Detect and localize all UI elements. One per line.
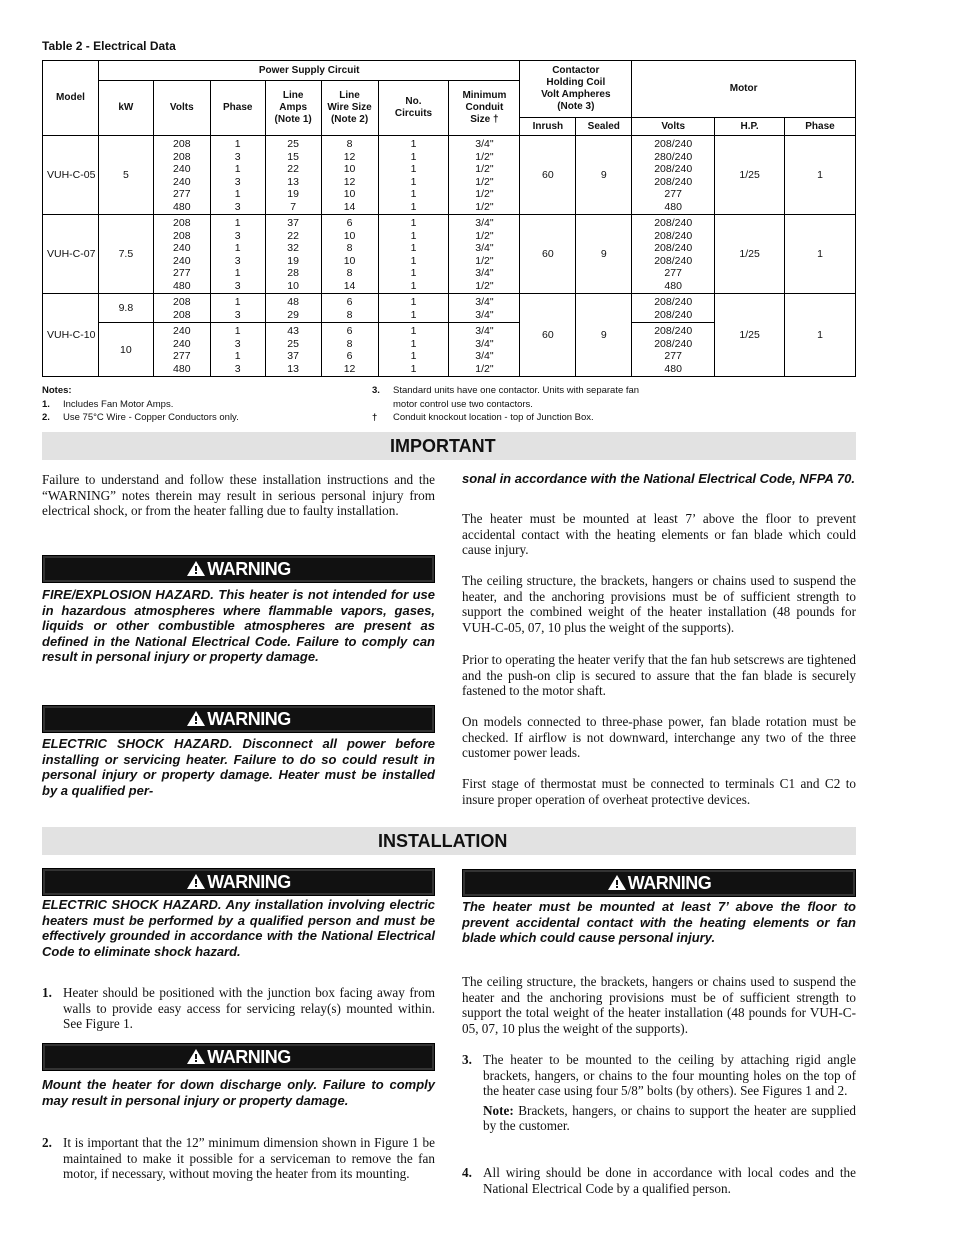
header-wire-size: Line Wire Size (Note 2) <box>321 81 378 136</box>
cell-phase: 1 3 1 3 1 3 <box>210 215 265 294</box>
warning-mounting-height-text: The heater must be mounted at least 7’ above the floor to prevent accidental contact with the heating elements or fan blade which could cause personal injury. <box>462 899 856 946</box>
header-sealed: Sealed <box>576 118 632 136</box>
important-para-mounting: The heater must be mounted at least 7’ above the floor to prevent accidental contact with the heating elements or fan blade which could cause injury. <box>462 511 856 558</box>
header-circuits: No. Circuits <box>378 81 449 136</box>
notes-left <box>42 384 239 425</box>
warning-label: WARNING <box>207 1047 291 1067</box>
cell-phase: 1 3 <box>210 294 265 323</box>
install-step-2 <box>42 1135 435 1182</box>
cell-amps: 43 25 37 13 <box>265 323 321 377</box>
note-text: Brackets, hangers, or chains to support the heater are supplied by the customer. <box>483 1102 857 1134</box>
cell-volts: 240 240 277 480 <box>153 323 210 377</box>
note-3a: Standard units have one contactor. Units with separate fan <box>393 385 640 396</box>
table-row <box>43 294 856 323</box>
cell-inrush: 60 <box>520 294 576 377</box>
table-row <box>43 136 856 215</box>
cell-wire: 6 8 <box>321 294 378 323</box>
cell-volts: 208 208 240 240 277 480 <box>153 136 210 215</box>
cell-motor-phase: 1 <box>785 294 856 377</box>
important-para-fan-hub: Prior to operating the heater verify that the fan hub setscrews are tightened and the push-on clip is secured to assure that the fan blade is securely fastened to the motor shaft. <box>462 652 857 699</box>
cell-conduit: 3/4" 3/4" 3/4" 1/2" <box>449 323 520 377</box>
cell-wire: 6 8 6 12 <box>321 323 378 377</box>
note-number: 2. <box>42 412 50 423</box>
note-dagger: Conduit knockout location - top of Junction Box. <box>393 412 594 423</box>
step-text: The heater to be mounted to the ceiling by attaching rigid angle brackets, hangers, or chains to the four mounting holes on the top of the heater case using four 5/8” bolts (by others). See Figures 1 and 2. <box>483 1052 856 1099</box>
cell-inrush: 60 <box>520 136 576 215</box>
warning-triangle-icon <box>607 874 627 891</box>
step-number: 1. <box>42 985 52 1000</box>
header-inrush: Inrush <box>520 118 576 136</box>
cell-sealed: 9 <box>576 294 632 377</box>
warning-grounding-text: ELECTRIC SHOCK HAZARD. Any installation involving electric heaters must be performed by a qualified person and must be effectively grounded in accordance with the National Electrical Code to eliminate shock hazard. <box>42 897 435 959</box>
header-motor: Motor <box>632 61 856 118</box>
warning-fire-explosion-text: FIRE/EXPLOSION HAZARD. This heater is not intended for use in hazardous atmospheres where flammable vapors, gases, liquids or other combustible atmospheres are present as defined in the National Electrical Code. Failure to comply can result in personal injury or property damage. <box>42 587 435 665</box>
step-note <box>483 1103 856 1134</box>
cell-hp: 1/25 <box>715 294 785 377</box>
warning-down-discharge-text: Mount the heater for down discharge only. Failure to comply may result in personal injury or property damage. <box>42 1077 435 1108</box>
warning-banner <box>42 705 435 733</box>
cell-amps: 48 29 <box>265 294 321 323</box>
cell-model: VUH-C-05 <box>43 136 99 215</box>
header-volts: Volts <box>153 81 210 136</box>
step-text: Heater should be positioned with the junction box facing away from walls to provide easy access for servicing relay(s) mounted within. See Figure 1. <box>63 985 435 1032</box>
warning-triangle-icon <box>186 560 206 577</box>
cell-inrush: 60 <box>520 215 576 294</box>
header-power-supply: Power Supply Circuit <box>98 61 519 81</box>
cell-volts: 208 208 <box>153 294 210 323</box>
cell-hp: 1/25 <box>715 136 785 215</box>
install-step-1 <box>42 985 435 1032</box>
cell-motor-volts: 208/240 208/240 <box>632 294 715 323</box>
warning-triangle-icon <box>186 1048 206 1065</box>
step-number: 3. <box>462 1052 472 1067</box>
install-step-3 <box>462 1052 856 1134</box>
note-number: † <box>372 412 378 423</box>
cell-hp: 1/25 <box>715 215 785 294</box>
important-para-thermostat: First stage of thermostat must be connected to terminals C1 and C2 to insure proper operation of overheat protective devices. <box>462 776 856 807</box>
cell-conduit: 3/4" 1/2" 1/2" 1/2" 1/2" 1/2" <box>449 136 520 215</box>
cell-amps: 25 15 22 13 19 7 <box>265 136 321 215</box>
warning-label: WARNING <box>627 873 712 893</box>
header-hp: H.P. <box>715 118 785 136</box>
warning-banner <box>42 1043 435 1071</box>
important-para-ceiling: The ceiling structure, the brackets, hangers or chains used to suspend the heater, and the anchoring provisions must be of sufficient strength to support the combined weight of the heater installation (48 pounds for VUH-C-05, 07, 10 plus the weight of the supports). <box>462 573 856 635</box>
note-number: 3. <box>372 385 380 396</box>
step-text: All wiring should be done in accordance with local codes and the National Electrical Code by a qualified person. <box>483 1165 856 1196</box>
cell-motor-phase: 1 <box>785 215 856 294</box>
note-3b: motor control use two contactors. <box>393 398 533 410</box>
cell-wire: 8 12 10 12 10 14 <box>321 136 378 215</box>
cell-wire: 6 10 8 10 8 14 <box>321 215 378 294</box>
cell-phase: 1 3 1 3 1 3 <box>210 136 265 215</box>
cell-circuits: 1 1 1 1 1 1 <box>378 215 449 294</box>
cell-conduit: 3/4" 1/2" 3/4" 1/2" 3/4" 1/2" <box>449 215 520 294</box>
step-number: 4. <box>462 1165 472 1180</box>
cell-sealed: 9 <box>576 136 632 215</box>
notes-title: Notes: <box>42 385 72 396</box>
step-number: 2. <box>42 1135 52 1150</box>
important-heading-bar <box>42 432 856 460</box>
installation-heading-bar <box>42 827 856 855</box>
note-label: Note: <box>483 1102 514 1118</box>
cell-conduit: 3/4" 3/4" <box>449 294 520 323</box>
header-phase: Phase <box>210 81 265 136</box>
cell-model: VUH-C-07 <box>43 215 99 294</box>
table-caption: Table 2 - Electrical Data <box>42 39 176 53</box>
installation-title: INSTALLATION <box>378 831 508 851</box>
warning-electric-shock-text: ELECTRIC SHOCK HAZARD. Disconnect all power before installing or servicing heater. Failure to do so could result in personal injury or property damage. Heater must be installed by a qualified per- <box>42 736 435 798</box>
note-1: Includes Fan Motor Amps. <box>63 398 174 410</box>
header-line-amps: Line Amps (Note 1) <box>265 81 321 136</box>
header-contactor: Contactor Holding Coil Volt Ampheres (Note 3) <box>520 61 632 118</box>
warning-label: WARNING <box>207 709 291 729</box>
table-row <box>43 215 856 294</box>
warning-electric-shock-continued: sonal in accordance with the National Electrical Code, NFPA 70. <box>462 471 855 486</box>
notes-right <box>372 384 639 425</box>
cell-motor-volts: 208/240 208/240 277 480 <box>632 323 715 377</box>
cell-model: VUH-C-10 <box>43 294 99 377</box>
cell-sealed: 9 <box>576 215 632 294</box>
cell-circuits: 1 1 1 1 1 1 <box>378 136 449 215</box>
install-step-4 <box>462 1165 856 1196</box>
warning-banner <box>462 869 856 897</box>
warning-triangle-icon <box>186 710 206 727</box>
electrical-data-table <box>42 60 856 377</box>
cell-phase: 1 3 1 3 <box>210 323 265 377</box>
cell-kw: 5 <box>98 136 153 215</box>
important-title: IMPORTANT <box>390 436 496 456</box>
cell-motor-volts: 208/240 280/240 208/240 208/240 277 480 <box>632 136 715 215</box>
warning-triangle-icon <box>186 873 206 890</box>
cell-volts: 208 208 240 240 277 480 <box>153 215 210 294</box>
step-text: It is important that the 12” minimum dimension shown in Figure 1 be maintained to make it possible for a serviceman to remove the fan motor, if necessary, without moving the heater from its mounting. <box>63 1135 435 1182</box>
cell-motor-volts: 208/240 208/240 208/240 208/240 277 480 <box>632 215 715 294</box>
cell-kw: 7.5 <box>98 215 153 294</box>
header-kw: kW <box>98 81 153 136</box>
warning-banner <box>42 555 435 583</box>
note-2: Use 75°C Wire - Copper Conductors only. <box>63 412 239 423</box>
important-para-rotation: On models connected to three-phase power, fan blade rotation must be checked. If airflow is not downward, interchange any two of the three customer power leads. <box>462 714 856 761</box>
cell-motor-phase: 1 <box>785 136 856 215</box>
header-model: Model <box>43 61 99 136</box>
cell-kw: 9.8 <box>98 294 153 323</box>
installation-para-ceiling: The ceiling structure, the brackets, hangers or chains used to suspend the heater and the anchoring provisions must be of sufficient strength to support the total weight of the heater installation (48 pounds for VUH-C-05, 07, 10 plus the weight of the supports). <box>462 974 856 1036</box>
note-number: 1. <box>42 398 50 410</box>
header-motor-volts: Volts <box>632 118 715 136</box>
cell-circuits: 1 1 <box>378 294 449 323</box>
header-conduit: Minimum Conduit Size † <box>449 81 520 136</box>
warning-label: WARNING <box>207 872 291 892</box>
cell-circuits: 1 1 1 1 <box>378 323 449 377</box>
important-intro: Failure to understand and follow these installation instructions and the “WARNING” notes therein may result in serious personal injury from electrical shock, or from the heater falling due to faulty installation. <box>42 472 435 519</box>
warning-banner <box>42 868 435 896</box>
cell-kw: 10 <box>98 323 153 377</box>
cell-amps: 37 22 32 19 28 10 <box>265 215 321 294</box>
warning-label: WARNING <box>207 559 291 579</box>
header-motor-phase: Phase <box>785 118 856 136</box>
